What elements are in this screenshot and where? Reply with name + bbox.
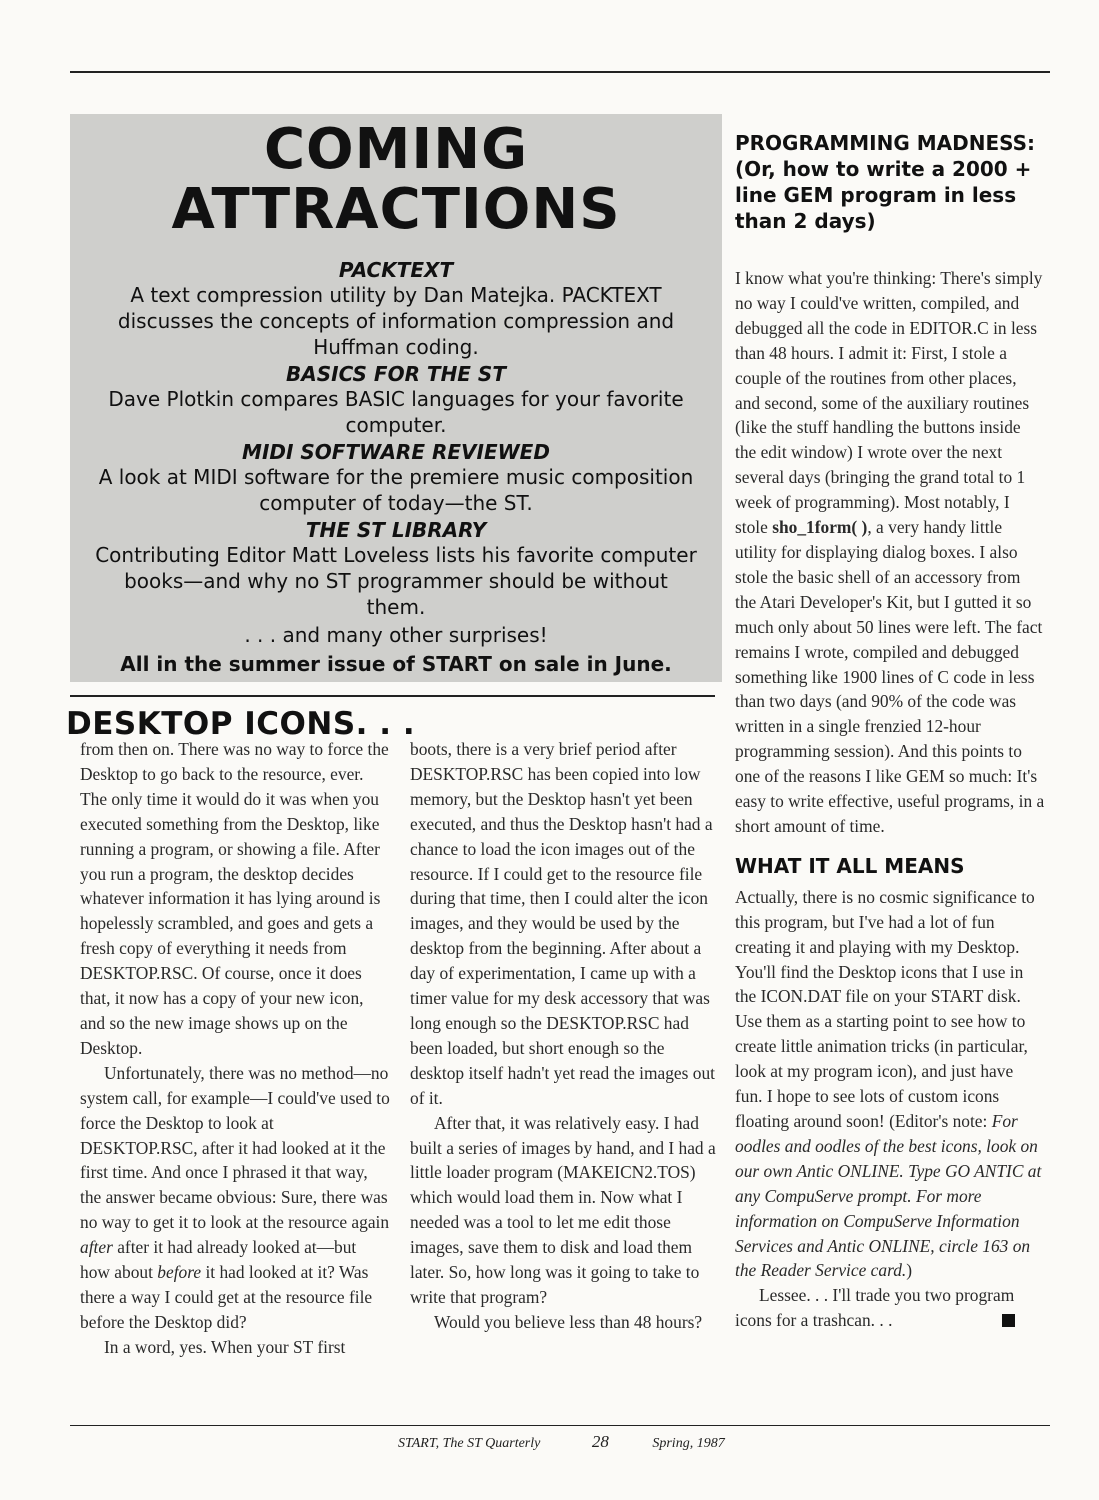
- footer-rule: [70, 1425, 1050, 1426]
- text-run: ): [906, 1260, 913, 1281]
- promo-item-heading: BASICS FOR THE ST: [286, 362, 506, 386]
- emphasis: before: [157, 1262, 202, 1283]
- paragraph: In a word, yes. When your ST first: [104, 1336, 346, 1357]
- article-title: DESKTOP ICONS. . .: [66, 706, 416, 742]
- paragraph: [735, 1283, 1045, 1333]
- footer-issue: Spring, 1987: [652, 1436, 725, 1451]
- paragraph: [735, 885, 1045, 1284]
- promo-item-desc: Dave Plotkin compares BASIC languages for your favorite computer.: [108, 387, 684, 437]
- page-number: 28: [591, 1432, 609, 1451]
- section-rule: [70, 695, 715, 697]
- paragraph: Would you believe less than 48 hours?: [434, 1311, 703, 1332]
- article-column-2: [410, 737, 718, 1335]
- text-run: it had looked at it? Was there a way I could get at the resource file before the Desktop did?: [80, 1262, 373, 1332]
- page-footer: [398, 1432, 725, 1452]
- promo-title: [70, 117, 722, 242]
- promo-title-line2: ATTRACTIONS: [171, 177, 621, 242]
- text-run: Unfortunately, there was no method—no system call, for example—I could've used to force the Desktop to look at DESKTOP.RSC, after it had looked at it the first time. And once I phrased it that way, the answer became obvious: Sure, there was no way to get it to look at the resource again: [80, 1062, 390, 1233]
- code-function-name: sho_1form( ): [772, 517, 868, 538]
- paragraph: After that, it was relatively easy. I had built a series of images by hand, and I had a little loader program (MAKEICN2.TOS) which would load them in. Now what I needed was a tool to let me edit those images, save them to disk and load them later. So, how long was it going to take to write that program?: [410, 1112, 716, 1307]
- text-run: , a very handy little utility for displaying dialog boxes. I also stole the basic shell of an accessory from the Atari Developer's Kit, but I gutted it so much only about 50 lines were left. The fact remains I wrote, compiled and debugged something like 1900 lines of C code in less than two days (and 90% of the code was written in a single frenzied 12-hour programming session). And this points to one of the reasons I like GEM so much: It's easy to write effective, useful programs, in a short amount of time.: [735, 517, 1045, 836]
- article-column-3: [735, 266, 1045, 1333]
- top-rule: [70, 71, 1050, 73]
- editors-note: For oodles and oodles of the best icons, look on our own Antic ONLINE. Type GO ANTIC at any CompuServe prompt. For more information on CompuServe Information Services and Antic ONLINE, circle 163 on the Reader Service card.: [735, 1111, 1042, 1281]
- promo-item-heading: THE ST LIBRARY: [305, 518, 487, 542]
- section-heading-what-it-all-means: WHAT IT ALL MEANS: [735, 853, 965, 878]
- promo-item-desc: A text compression utility by Dan Matejka. PACKTEXT discusses the concepts of information compression and Huffman coding.: [117, 283, 675, 359]
- footer-publication: START, The ST Quarterly: [398, 1436, 541, 1451]
- promo-title-line1: COMING: [263, 117, 529, 182]
- text-run: I know what you're thinking: There's simply no way I could've written, compiled, and debugged all the code in EDITOR.C in less than 48 hours. I admit it: First, I stole a couple of the routines from other places, and second, some of the auxiliary routines (like the stuff handling the buttons inside the edit window) I wrote over the next several days (bringing the grand total to 1 week of programming). Most notably, I stole: [735, 268, 1043, 538]
- paragraph: [80, 1061, 390, 1335]
- section-heading-programming-madness: PROGRAMMING MADNESS: (Or, how to write a 2000 + line GEM program in less than 2 days): [735, 131, 1036, 233]
- text-run: after it had already looked at—but how about: [80, 1237, 357, 1283]
- promo-item-heading: MIDI SOFTWARE REVIEWED: [242, 440, 550, 464]
- paragraph: boots, there is a very brief period after DESKTOP.RSC has been copied into low memory, but the Desktop hasn't yet been executed, and thus the Desktop hasn't had a chance to load the icon images out of the resource. If I could get to the resource file during that time, then I could alter the icon images, and they would be used by the desktop from the beginning. After about a day of experimentation, I came up with a timer value for my desk accessory that was long enough so the DESKTOP.RSC had been loaded, but short enough so the desktop itself hadn't yet read the images out of it.: [410, 739, 715, 1108]
- text-run: Actually, there is no cosmic significance to this program, but I've had a lot of fun creating it and playing with my Desktop. You'll find the Desktop icons that I use in the ICON.DAT file on your START disk. Use them as a starting point to see how to create little animation tricks (in particular, look at my program icon), and just have fun. I hope to see lots of custom icons floating around soon! (Editor's note:: [735, 886, 1035, 1131]
- emphasis: after: [80, 1237, 113, 1258]
- text-run: Lessee. . . I'll trade you two program icons for a trashcan. . .: [735, 1285, 1015, 1331]
- end-of-article-icon: [1002, 1314, 1015, 1327]
- promo-footer: All in the summer issue of START on sale in June.: [120, 652, 672, 676]
- promo-more-text: . . . and many other surprises!: [244, 623, 548, 647]
- promo-item-heading: PACKTEXT: [338, 258, 454, 282]
- coming-attractions-box: [70, 114, 722, 682]
- paragraph: from then on. There was no way to force the Desktop to go back to the resource, ever. The only time it would do it was when you executed something from the Desktop, like running a program, or showing a file. After you run a program, the desktop decides whatever information it has lying around is hopelessly scrambled, and goes and gets a fresh copy of everything it needs from DESKTOP.RSC. Of course, once it does that, it now has a copy of your new icon, and so the new image shows up on the Desktop.: [80, 739, 389, 1058]
- promo-items: [70, 258, 722, 678]
- article-column-1: [80, 737, 390, 1360]
- paragraph: [735, 266, 1045, 839]
- promo-item-desc: A look at MIDI software for the premiere music composition computer of today—the ST.: [98, 465, 694, 515]
- promo-item-desc: Contributing Editor Matt Loveless lists his favorite computer books—and why no ST programmer should be without them.: [95, 543, 697, 619]
